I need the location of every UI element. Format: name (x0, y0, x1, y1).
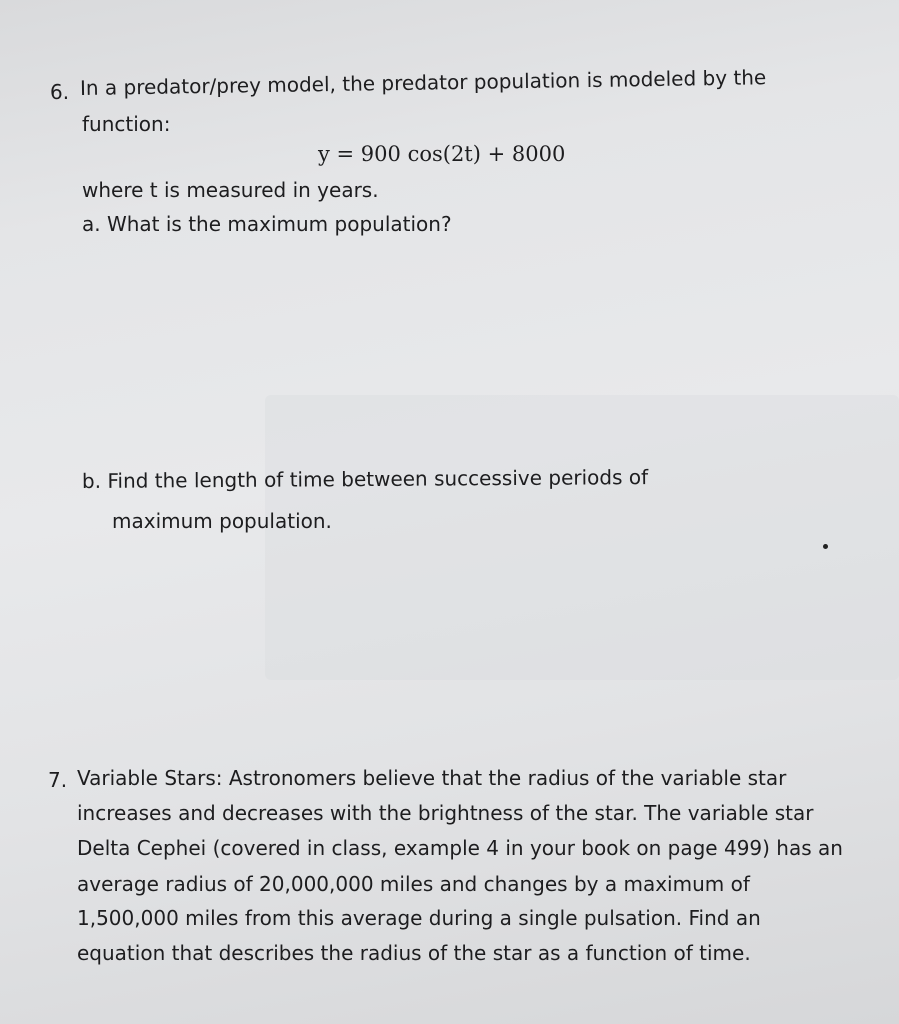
question-6-part-b-line2: maximum population. (112, 509, 332, 533)
question-7-number: 7. (48, 768, 68, 792)
question-6-stem-line2: function: (82, 112, 171, 136)
question-7-line: increases and decreases with the brightness of the star. The variable star (77, 801, 814, 825)
ink-dot (823, 544, 828, 549)
question-6-stem-line1: In a predator/prey model, the predator population is modeled by the (79, 65, 767, 100)
question-6-part-a: a. What is the maximum population? (82, 212, 452, 236)
question-7-line: average radius of 20,000,000 miles and changes by a maximum of (77, 872, 750, 896)
question-6-part-b-line1: b. Find the length of time between successive periods of (81, 465, 649, 493)
question-7-line: 1,500,000 miles from this average during a single pulsation. Find an (77, 906, 761, 930)
question-6-equation: y = 900 cos(2t) + 8000 (318, 142, 566, 166)
question-7-line: equation that describes the radius of the star as a function of time. (77, 941, 751, 965)
question-6-where-line: where t is measured in years. (82, 178, 379, 202)
question-7-line: Delta Cephei (covered in class, example 4 in your book on page 499) has an (77, 836, 843, 860)
question-6-number: 6. (50, 80, 70, 104)
question-7-line: Variable Stars: Astronomers believe that the radius of the variable star (77, 766, 787, 790)
show-through-shadow (265, 395, 899, 680)
